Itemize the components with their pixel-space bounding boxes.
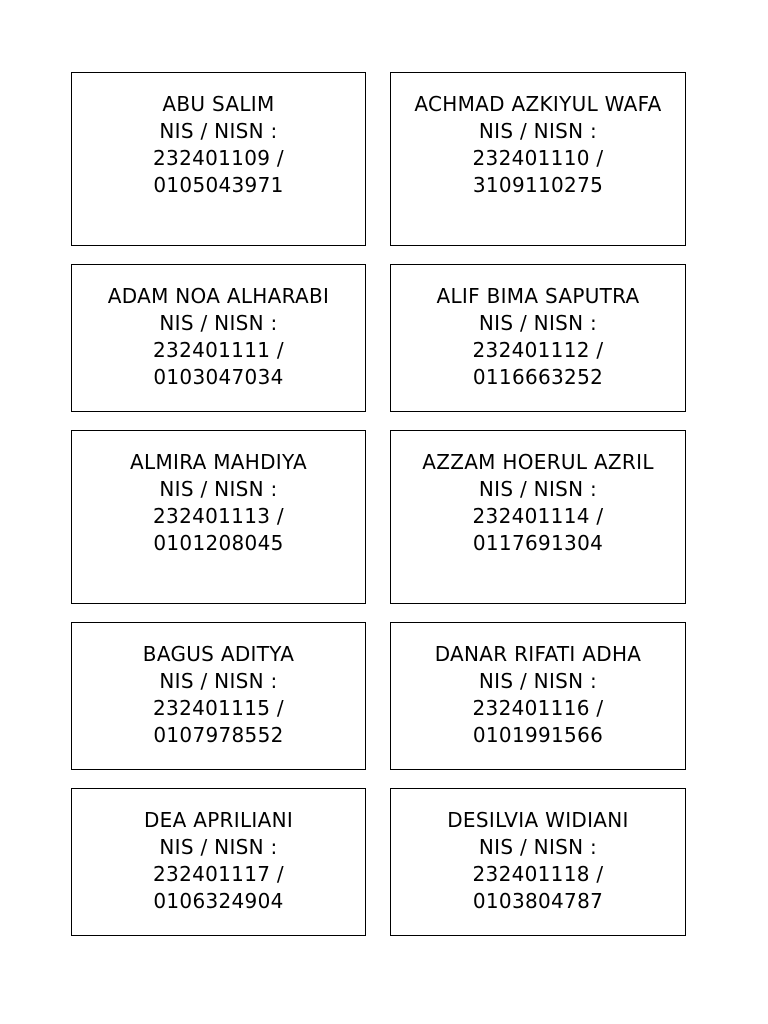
nis-nisn-label: NIS / NISN :: [159, 669, 278, 693]
nisn-number: 0103047034: [153, 365, 284, 389]
nis-nisn-label: NIS / NISN :: [159, 119, 278, 143]
student-card: [71, 72, 366, 246]
nis-nisn-label: NIS / NISN :: [159, 311, 278, 335]
nisn-number: 0101208045: [153, 531, 284, 555]
student-name: DANAR RIFATI ADHA: [434, 642, 642, 666]
student-name: AZZAM HOERUL AZRIL: [422, 450, 654, 474]
nisn-number: 0105043971: [153, 173, 284, 197]
student-name: BAGUS ADITYA: [142, 642, 295, 666]
nisn-number: 3109110275: [472, 173, 604, 197]
nisn-number: 0107978552: [153, 723, 284, 747]
nis-number: 232401110 /: [472, 146, 604, 170]
student-card: [390, 430, 686, 604]
student-card: [390, 622, 686, 770]
nis-number: 232401117 /: [153, 862, 284, 886]
nisn-number: 0116663252: [472, 365, 604, 389]
student-card: [71, 788, 366, 936]
nis-number: 232401112 /: [472, 338, 604, 362]
nis-nisn-label: NIS / NISN :: [478, 119, 598, 143]
student-card: [390, 788, 686, 936]
student-card: [71, 430, 366, 604]
student-card: [71, 264, 366, 412]
nis-number: 232401109 /: [153, 146, 284, 170]
student-name: ALMIRA MAHDIYA: [130, 450, 307, 474]
nis-nisn-label: NIS / NISN :: [159, 835, 278, 859]
student-card: [71, 622, 366, 770]
nis-number: 232401113 /: [153, 504, 284, 528]
student-name: ABU SALIM: [162, 92, 275, 116]
nis-nisn-label: NIS / NISN :: [478, 835, 598, 859]
student-card: [390, 72, 686, 246]
nisn-number: 0106324904: [153, 889, 284, 913]
nisn-number: 0103804787: [472, 889, 604, 913]
nis-number: 232401111 /: [153, 338, 284, 362]
nis-nisn-label: NIS / NISN :: [159, 477, 278, 501]
nis-nisn-label: NIS / NISN :: [478, 477, 598, 501]
student-name: DESILVIA WIDIANI: [447, 808, 629, 832]
student-name: ADAM NOA ALHARABI: [107, 284, 330, 308]
nis-number: 232401118 /: [472, 862, 604, 886]
student-card: [390, 264, 686, 412]
student-name: ALIF BIMA SAPUTRA: [436, 284, 640, 308]
nisn-number: 0101991566: [472, 723, 604, 747]
nisn-number: 0117691304: [472, 531, 604, 555]
nis-number: 232401115 /: [153, 696, 284, 720]
nis-nisn-label: NIS / NISN :: [478, 669, 598, 693]
nis-number: 232401114 /: [472, 504, 604, 528]
student-name: ACHMAD AZKIYUL WAFA: [414, 92, 662, 116]
nis-number: 232401116 /: [472, 696, 604, 720]
student-name: DEA APRILIANI: [143, 808, 294, 832]
nis-nisn-label: NIS / NISN :: [478, 311, 598, 335]
